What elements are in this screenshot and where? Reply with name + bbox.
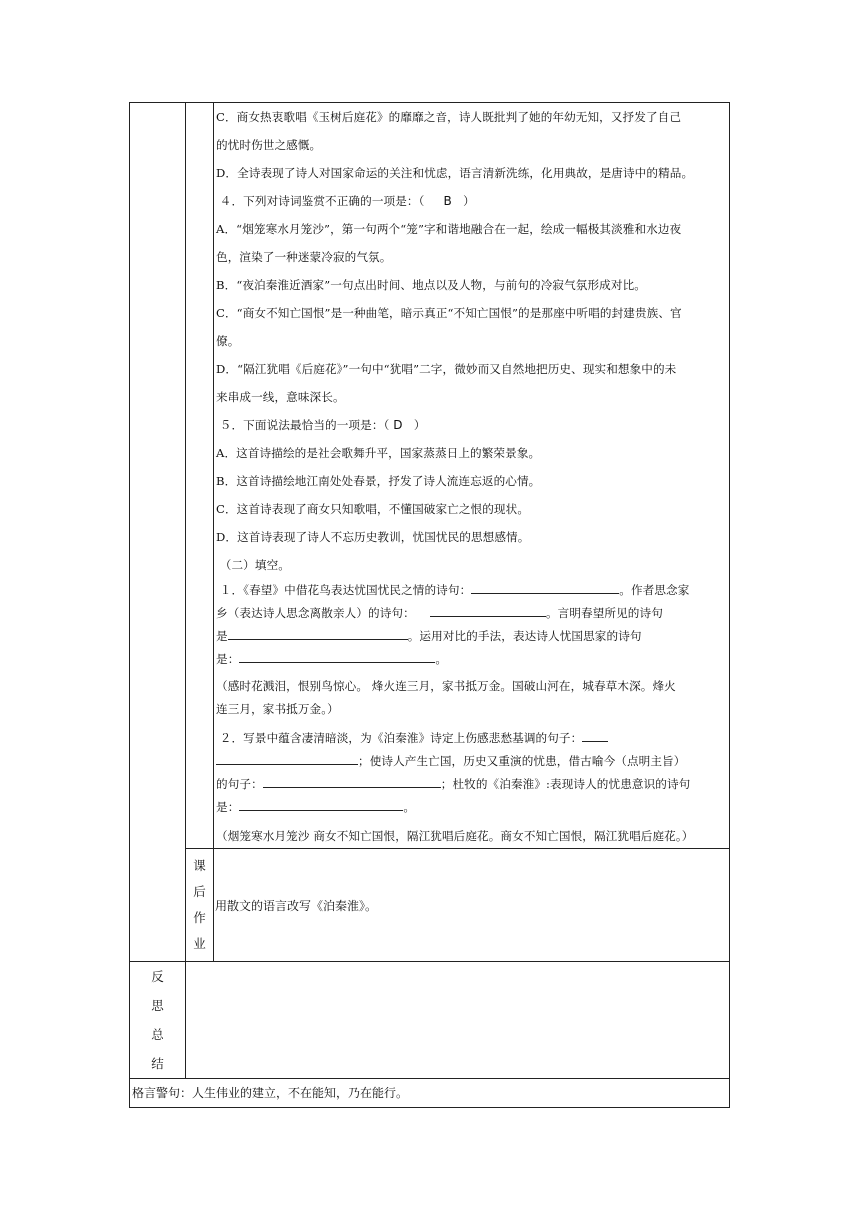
content-line: 色，渲染了一种迷蒙冷寂的气氛。 <box>216 250 392 264</box>
content-line: A．“烟笼寒水月笼沙”，第一句两个“笼”字和谐地融合在一起，绘成一幅极其淡雅和水边夜 <box>216 222 682 236</box>
fill1-line2: 乡（表达诗人思念离散亲人）的诗句： 。言明春望所见的诗句 <box>216 606 663 620</box>
content-line: 僚。 <box>216 334 240 348</box>
content-line: D．全诗表现了诗人对国家命运的关注和忧虑，语言清新洗练，化用典故，是唐诗中的精品。 <box>216 166 694 180</box>
fill2-answer: （烟笼寒水月笼沙 商女不知亡国恨，隔江犹唱后庭花。商女不知亡国恨，隔江犹唱后庭花。） <box>216 829 694 843</box>
lesson-plan-table <box>129 102 730 1108</box>
fill2-line1: ２．写景中蕴含凄清暗淡，为《泊秦淮》诗定上伤感悲愁基调的句子： <box>216 727 729 750</box>
fill1-line3: 是 。运用对比的手法，表达诗人忧国思家的诗句 <box>216 629 642 643</box>
fill1-line4: 是： 。 <box>216 652 448 666</box>
answer-blank[interactable] <box>471 581 619 594</box>
content-line: C．商女热衷歌唱《玉树后庭花》的靡靡之音，诗人既批判了她的年幼无知，又抒发了自己 <box>216 110 682 124</box>
content-line: 来串成一线，意味深长。 <box>216 390 345 404</box>
content-line: C．这首诗表现了商女只知歌唱，不懂国破家亡之恨的现状。 <box>216 502 530 516</box>
answer-blank[interactable] <box>582 729 608 742</box>
answer-5: D <box>393 418 403 432</box>
fill2-line3: 的句子： ；杜牧的《泊秦淮》:表现诗人的忧患意识的诗句 <box>216 777 691 791</box>
answer-blank[interactable] <box>216 752 358 765</box>
section-label-cell <box>186 103 214 849</box>
fill2-line4: 是： 。 <box>216 800 416 814</box>
left-margin-cell <box>130 103 186 962</box>
question-5: ５．下面说法最恰当的一项是：（ D ） <box>219 418 426 432</box>
answer-blank[interactable] <box>430 604 546 617</box>
exercise-content <box>214 103 730 849</box>
answer-blank[interactable] <box>239 798 403 811</box>
reflection-label: 反 思 总 结 <box>130 962 186 1079</box>
reflection-content <box>186 962 730 1079</box>
answer-blank[interactable] <box>263 775 441 788</box>
fill1-answer-cont: 连三月，家书抵万金。） <box>216 702 339 716</box>
answer-blank[interactable] <box>239 650 435 663</box>
content-line: C．“商女不知亡国恨”是一种曲笔，暗示真正“不知亡国恨”的是那座中听唱的封建贵族、官 <box>216 306 682 320</box>
content-line: B．这首诗描绘地江南处处春景，抒发了诗人流连忘返的心情。 <box>216 474 541 488</box>
homework-text: 用散文的语言改写《泊秦淮》。 <box>214 849 730 962</box>
homework-label: 课 后 作 业 <box>186 849 214 962</box>
fill1-answer: （感时花溅泪，恨别鸟惊心。 烽火连三月，家书抵万金。国破山河在，城春草木深。烽火 <box>216 679 676 693</box>
question-4: ４．下列对诗词鉴赏不正确的一项是：（ B ） <box>219 194 475 208</box>
content-line: A．这首诗描绘的是社会歌舞升平，国家蒸蒸日上的繁荣景象。 <box>216 446 541 460</box>
section-heading: （二）填空。 <box>219 558 290 572</box>
content-line: D．这首诗表现了诗人不忘历史教训，忧国忧民的思想感情。 <box>216 530 530 544</box>
content-line: 的忧时伤世之感慨。 <box>216 138 322 152</box>
fill2-line2: ；使诗人产生亡国，历史又重演的忧患，借古喻今（点明主旨） <box>216 750 729 773</box>
answer-blank[interactable] <box>228 627 408 640</box>
fill1-line1: １．《春望》中借花鸟表达忧国忧民之情的诗句： 。作者思念家 <box>219 583 690 597</box>
content-line: B．“夜泊秦淮近酒家”一句点出时间、地点以及人物，与前句的冷寂气氛形成对比。 <box>216 278 646 292</box>
content-line: D．“隔江犹唱《后庭花》”一句中“犹唱”二字，微妙而又自然地把历史、现实和想象中的未 <box>216 362 677 376</box>
motto: 格言警句：人生伟业的建立，不在能知，乃在能行。 <box>130 1079 730 1108</box>
answer-4: B <box>443 194 452 208</box>
